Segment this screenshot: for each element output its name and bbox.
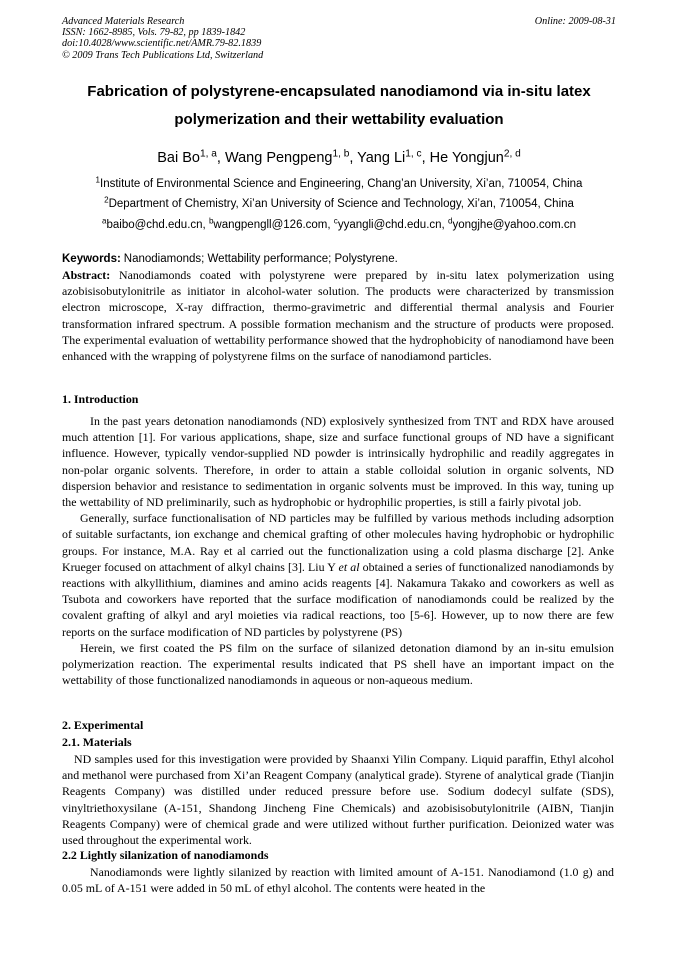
email-link[interactable]: yongjhe@yahoo.com.cn	[452, 219, 576, 231]
author-sup: 1, c	[405, 148, 422, 160]
section-heading-introduction: 1. Introduction	[62, 392, 139, 406]
author: He Yongjun	[429, 150, 504, 166]
affiliation-text: Department of Chemistry, Xi’an University of Science and Technology, Xi’an, 710054, China	[108, 198, 574, 210]
email-sup: d	[447, 216, 453, 226]
author: Wang Pengpeng	[224, 150, 333, 166]
materials-paragraph: ND samples used for this investigation were provided by Shaanxi Yilin Company. Liquid paraffin, Ethyl alcohol and methanol were purchased from Xi’an Reagent Company (analytical grade). Styrene of analytical grade (Tianjin Reagents Company) was distilled under reduced pressure before use. Sodium dodecyl sulfate (SDS), vinyltriethoxysilane (A-151, Shandong Jincheng Fine Chemicals) and azobisisobutylonitrile (AIBN, Tianjin Reagents Company) were of chemical grade and were utilized without further purification. Deionized water was used throughout the experimental work.	[62, 752, 614, 848]
silanization-body	[62, 864, 614, 896]
author: Yang Li	[357, 150, 406, 166]
section-heading-materials: 2.1. Materials	[62, 735, 132, 749]
email-list	[30, 216, 648, 231]
email-sup: b	[208, 216, 214, 226]
affiliation-sup: 2	[104, 195, 109, 205]
intro-p2-italic: et al	[338, 559, 360, 574]
paper-title	[40, 78, 638, 134]
intro-paragraph-3: Herein, we first coated the PS film on the surface of silanized detonation diamond by an in-situ emulsion polymerization reaction. The experimental results indicated that PS shell have an important impact on the wettability of those functionalized nanodiamonds in aqueous or non-aqueous medium.	[62, 640, 614, 688]
email-sup: a	[101, 216, 107, 226]
keywords-label: Keywords:	[62, 253, 121, 265]
affiliation-2	[30, 195, 648, 210]
author-sup: 1, b	[332, 148, 350, 160]
online-date: Online: 2009-08-31	[534, 16, 616, 27]
issn-line: ISSN: 1662-8985, Vols. 79-82, pp 1839-1842	[62, 27, 246, 39]
title-line-1: Fabrication of polystyrene-encapsulated nanodiamond via in-situ latex	[87, 83, 591, 100]
abstract-label: Abstract:	[62, 268, 111, 282]
email-link[interactable]: wangpengll@126.com,	[213, 219, 334, 231]
section-heading-silanization: 2.2 Lightly silanization of nanodiamonds	[62, 848, 269, 862]
section-heading-experimental: 2. Experimental	[62, 718, 144, 732]
affiliation-1	[30, 175, 648, 190]
copyright-line: © 2009 Trans Tech Publications Ltd, Switzerland	[62, 49, 264, 61]
materials-body	[62, 751, 614, 848]
journal-header	[62, 16, 616, 61]
silanization-paragraph: Nanodiamonds were lightly silanized by reaction with limited amount of A-151. Nanodiamond (1.0 g) and 0.05 mL of A-151 were added in 50 mL of ethyl alcohol. The contents were heated in the	[62, 865, 614, 896]
introduction-body	[62, 413, 614, 688]
intro-paragraph-1: In the past years detonation nanodiamonds (ND) explosively synthesized from TNT and RDX have aroused much attention [1]. For various applications, shape, size and surface functional groups of ND have a significant influence. However, typically vendor-supplied ND powder is intrinsically hydrophilic and readily aggregates in non-polar organic solvents. Therefore, in order to attain a stable colloidal solution in organic solvents, ND dispersion behavior and resistance to sedimentation in organic solvents must be improved. In this way, tuning up the wettability of ND preliminarily, such as hydrophobic or hydrophilic properties, is still a fairly pivotal job.	[62, 414, 614, 510]
affiliation-sup: 1	[95, 175, 101, 185]
keywords-text: Nanodiamonds; Wettability performance; Polystyrene.	[123, 253, 398, 265]
author-list: Bai Bo$^{1, a}$, Wang Pengpeng$^{1, b}$, Yang Li$^{1, c}$, He Yongjun$^{2, d}$	[157, 148, 521, 166]
author-sup: 2, d	[503, 148, 521, 160]
email-sup: c	[333, 216, 338, 226]
intro-paragraph-2	[62, 510, 614, 640]
abstract	[62, 267, 614, 364]
abstract-text: Nanodiamonds coated with polystyrene were prepared by in-situ latex polymerization using azobisisobutylonitrile as initiator in alcohol-water solution. The products were characterized by transmission electron microscope, X-ray diffraction, thermo-gravimetric and differential thermal analysis and Fourier transformation infrared spectrum. A possible formation mechanism and the structure of products were proposed. The experimental evaluation of wettability performance showed that the hydrophobicity of nanodiamond have been enhanced with the wrapping of polystyrene films on the surface of nanodiamond particles.	[62, 268, 614, 364]
affiliation-text: Institute of Environmental Science and Engineering, Chang’an University, Xi’an, 710054, China	[100, 178, 583, 190]
intro-p2-part: obtained a series of functionalized nanodiamonds by reactions with alkyllithium, diamines and amino acids reagents [4]. Nakamura Takako and coworkers as well as Tsubota and coworkers have reported that the surface modification of nanodiamonds could be realized by the covalent grafting of alkyl and aryl moieties via radical reactions, too [5-6]. However, up to now there are few reports on the surface modification of ND particles by polystyrene (PS)	[62, 559, 614, 639]
journal-name: Advanced Materials Research	[62, 16, 185, 27]
author: Bai Bo	[157, 150, 200, 166]
email-link[interactable]: yyangli@chd.edu.cn,	[337, 219, 448, 231]
keywords	[62, 250, 614, 267]
author-sup: 1, a	[200, 148, 217, 160]
title-line-2: polymerization and their wettability evaluation	[174, 111, 504, 128]
doi-line: doi:10.4028/www.scientific.net/AMR.79-82.1839	[62, 38, 262, 50]
email-link[interactable]: baibo@chd.edu.cn,	[106, 219, 209, 231]
intro-p2-part: Generally, surface functionalisation of ND particles may be fulfilled by various methods including adsorption of suitable surfactants, ion exchange and chemical grafting of other molecules having hydrophobic or hydrophilic groups. For instance, M.A. Ray et al carried out the functionalization using a cold plasma discharge [2]. Anke Krueger focused on attachment of alkyl chains [3]. Liu Y	[62, 511, 614, 574]
